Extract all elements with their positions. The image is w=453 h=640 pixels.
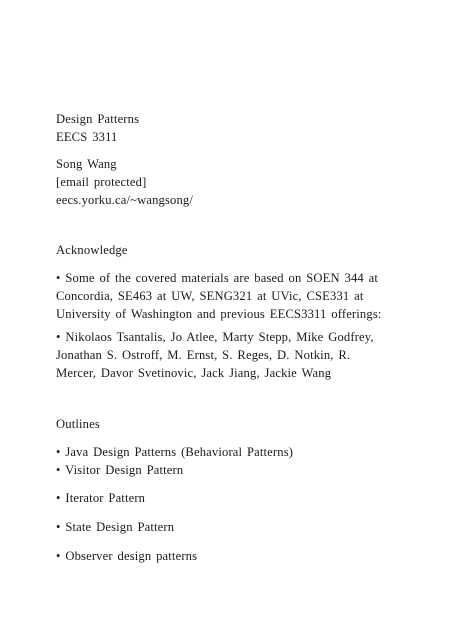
acknowledge-paragraph-2-line: Mercer, Davor Svetinovic, Jack Jiang, Jackie Wang	[56, 366, 332, 380]
outlines-heading: Outlines	[56, 417, 100, 431]
acknowledge-paragraph-1-line: University of Washington and previous EECS3311 offerings:	[56, 307, 382, 321]
outline-item: • Observer design patterns	[56, 549, 198, 563]
outline-item: • State Design Pattern	[56, 520, 175, 534]
author-website: eecs.yorku.ca/~wangsong/	[56, 193, 194, 207]
acknowledge-heading: Acknowledge	[56, 243, 128, 257]
course-code: EECS 3311	[56, 130, 118, 144]
acknowledge-paragraph-2-line: Jonathan S. Ostroff, M. Ernst, S. Reges, D. Notkin, R.	[56, 348, 351, 362]
outline-item: • Java Design Patterns (Behavioral Patterns)	[56, 445, 294, 459]
acknowledge-paragraph-2-line: • Nikolaos Tsantalis, Jo Atlee, Marty Stepp, Mike Godfrey,	[56, 330, 374, 344]
author-name: Song Wang	[56, 157, 117, 171]
outline-item: • Iterator Pattern	[56, 491, 146, 505]
acknowledge-paragraph-1-line: Concordia, SE463 at UW, SENG321 at UVic, CSE331 at	[56, 289, 364, 303]
author-email: [email protected]	[56, 175, 147, 189]
outline-item: • Visitor Design Pattern	[56, 463, 184, 477]
document-title: Design Patterns	[56, 112, 140, 126]
acknowledge-paragraph-1-line: • Some of the covered materials are based on SOEN 344 at	[56, 271, 379, 285]
